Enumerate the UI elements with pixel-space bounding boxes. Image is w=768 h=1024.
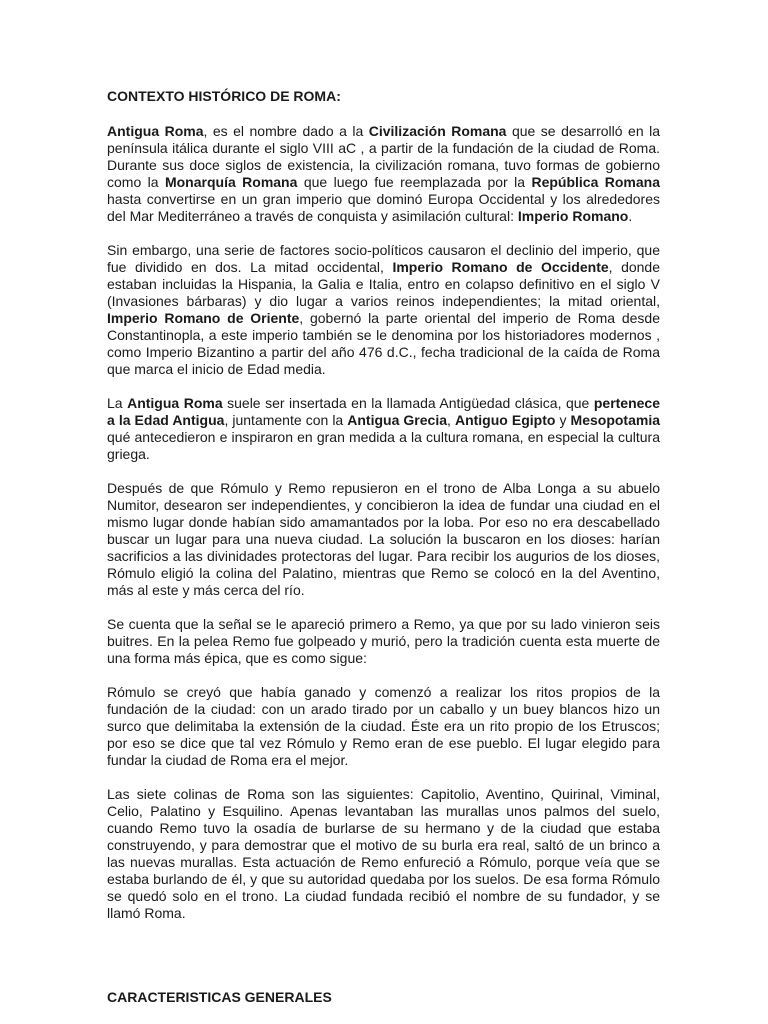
text-run: Se cuenta que la señal se le apareció primero a Remo, ya que por su lado vinieron seis buitres. En la pelea Remo fue golpeado y murió, pero la tradición cuenta esta muerte de una forma más épica, que es como sigue: (107, 616, 660, 666)
text-run: Rómulo se creyó que había ganado y comenzó a realizar los ritos propios de la fundación de la ciudad: con un arado tirado por un caballo y un buey blancos hizo un surco que delimitaba la extensión de la ciudad. Éste era un rito propio de los Etruscos; por eso se dice que tal vez Rómulo y Remo eran de ese pueblo. El lugar elegido para fundar la ciudad de Roma era el mejor. (107, 684, 660, 768)
bold-term: Monarquía Romana (164, 174, 298, 190)
paragraph (107, 395, 660, 463)
paragraph (107, 786, 660, 922)
document-body (107, 88, 660, 939)
paragraph (107, 242, 660, 378)
text-run: , es el nombre dado a la (203, 123, 369, 139)
text-run: , gobernó la parte oriental del imperio de Roma desde Constantinopla, a este imperio también se le denomina por los historiadores modernos , como Imperio Bizantino a partir del año 476 d.C., fecha tradicional de la caída de Roma que marca el inicio de Edad media. (107, 310, 660, 377)
text-run: Las siete colinas de Roma son las siguientes: Capitolio, Aventino, Quirinal, Viminal, Celio, Palatino y Esquilino. Apenas levantaban las murallas unos palmos del suelo, cuando Remo tuvo la osadía de burlarse de su hermano y de la ciudad que estaba construyendo, y para demostrar que el motivo de su burla era real, saltó de un brinco a las nuevas murallas. Esta actuación de Remo enfureció a Rómulo, porque veía que se estaba burlando de él, y que su autoridad quedaba por los suelos. De esa forma Rómulo se quedó solo en el trono. La ciudad fundada recibió el nombre de su fundador, y se llamó Roma. (107, 786, 660, 921)
paragraph (107, 480, 660, 599)
bold-term: Civilización Romana (368, 123, 507, 139)
document-title: CONTEXTO HISTÓRICO DE ROMA: (107, 88, 341, 104)
text-run: Después de que Rómulo y Remo repusieron en el trono de Alba Longa a su abuelo Numitor, desearon ser independientes, y concibieron la idea de fundar una ciudad en el mismo lugar donde habían sido amamantados por la loba. Por eso no era descabellado buscar un lugar para una nueva ciudad. La solución la buscaron en los dioses: harían sacrificios a las divinidades protectoras del lugar. Para recibir los augurios de los dioses, Rómulo eligió la colina del Palatino, mientras que Remo se colocó en la del Aventino, más al este y más cerca del río. (107, 480, 660, 598)
paragraph-list (107, 123, 660, 922)
text-run: que se desarrolló en la península itálica durante el siglo VIII aC , a partir de la fundación de la ciudad de Roma. Durante sus doce siglos de existencia, la civilización romana, tuvo formas de gobierno como la (107, 123, 660, 190)
text-run: qué antecedieron e inspiraron en gran medida a la cultura romana, en especial la cultura griega. (107, 429, 660, 462)
bold-term: Antigua Grecia (347, 412, 448, 428)
bold-term: Antigua Roma (127, 395, 223, 411)
text-run: y (555, 412, 571, 428)
text-run: hasta convertirse en un gran imperio que dominó Europa Occidental y los alrededores del Mar Mediterráneo a través de conquista y asimilación cultural: (107, 191, 660, 224)
bold-term: Antiguo Egipto (454, 412, 556, 428)
bold-term: Mesopotamia (570, 412, 661, 428)
paragraph (107, 123, 660, 225)
text-run: Sin embargo, una serie de factores socio-políticos causaron el declinio del imperio, que fue dividido en dos. La mitad occidental, (107, 242, 660, 275)
paragraph (107, 684, 660, 769)
bold-term: Imperio Romano (517, 208, 629, 224)
text-run: , (447, 412, 455, 428)
text-run: que luego fue reemplazada por la (297, 174, 532, 190)
text-run: La (107, 395, 128, 411)
bold-term: Imperio Romano de Occidente (392, 259, 609, 275)
text-run: , donde estaban incluidas la Hispania, la Galia e Italia, entro en colapso definitivo en el siglo V (Invasiones bárbaras) y dio lugar a varios reinos independientes; la mitad oriental, (107, 259, 661, 309)
bold-term: Imperio Romano de Oriente (107, 310, 300, 326)
paragraph (107, 616, 660, 667)
bold-term: Antigua Roma (107, 123, 204, 139)
bold-term: República Romana (531, 174, 661, 190)
text-run: . (628, 208, 633, 224)
text-run: , juntamente con la (224, 412, 348, 428)
section-heading: CARACTERISTICAS GENERALES (107, 989, 332, 1005)
text-run: suele ser insertada en la llamada Antigüedad clásica, que (222, 395, 594, 411)
bold-term: pertenece a la Edad Antigua (107, 395, 661, 428)
